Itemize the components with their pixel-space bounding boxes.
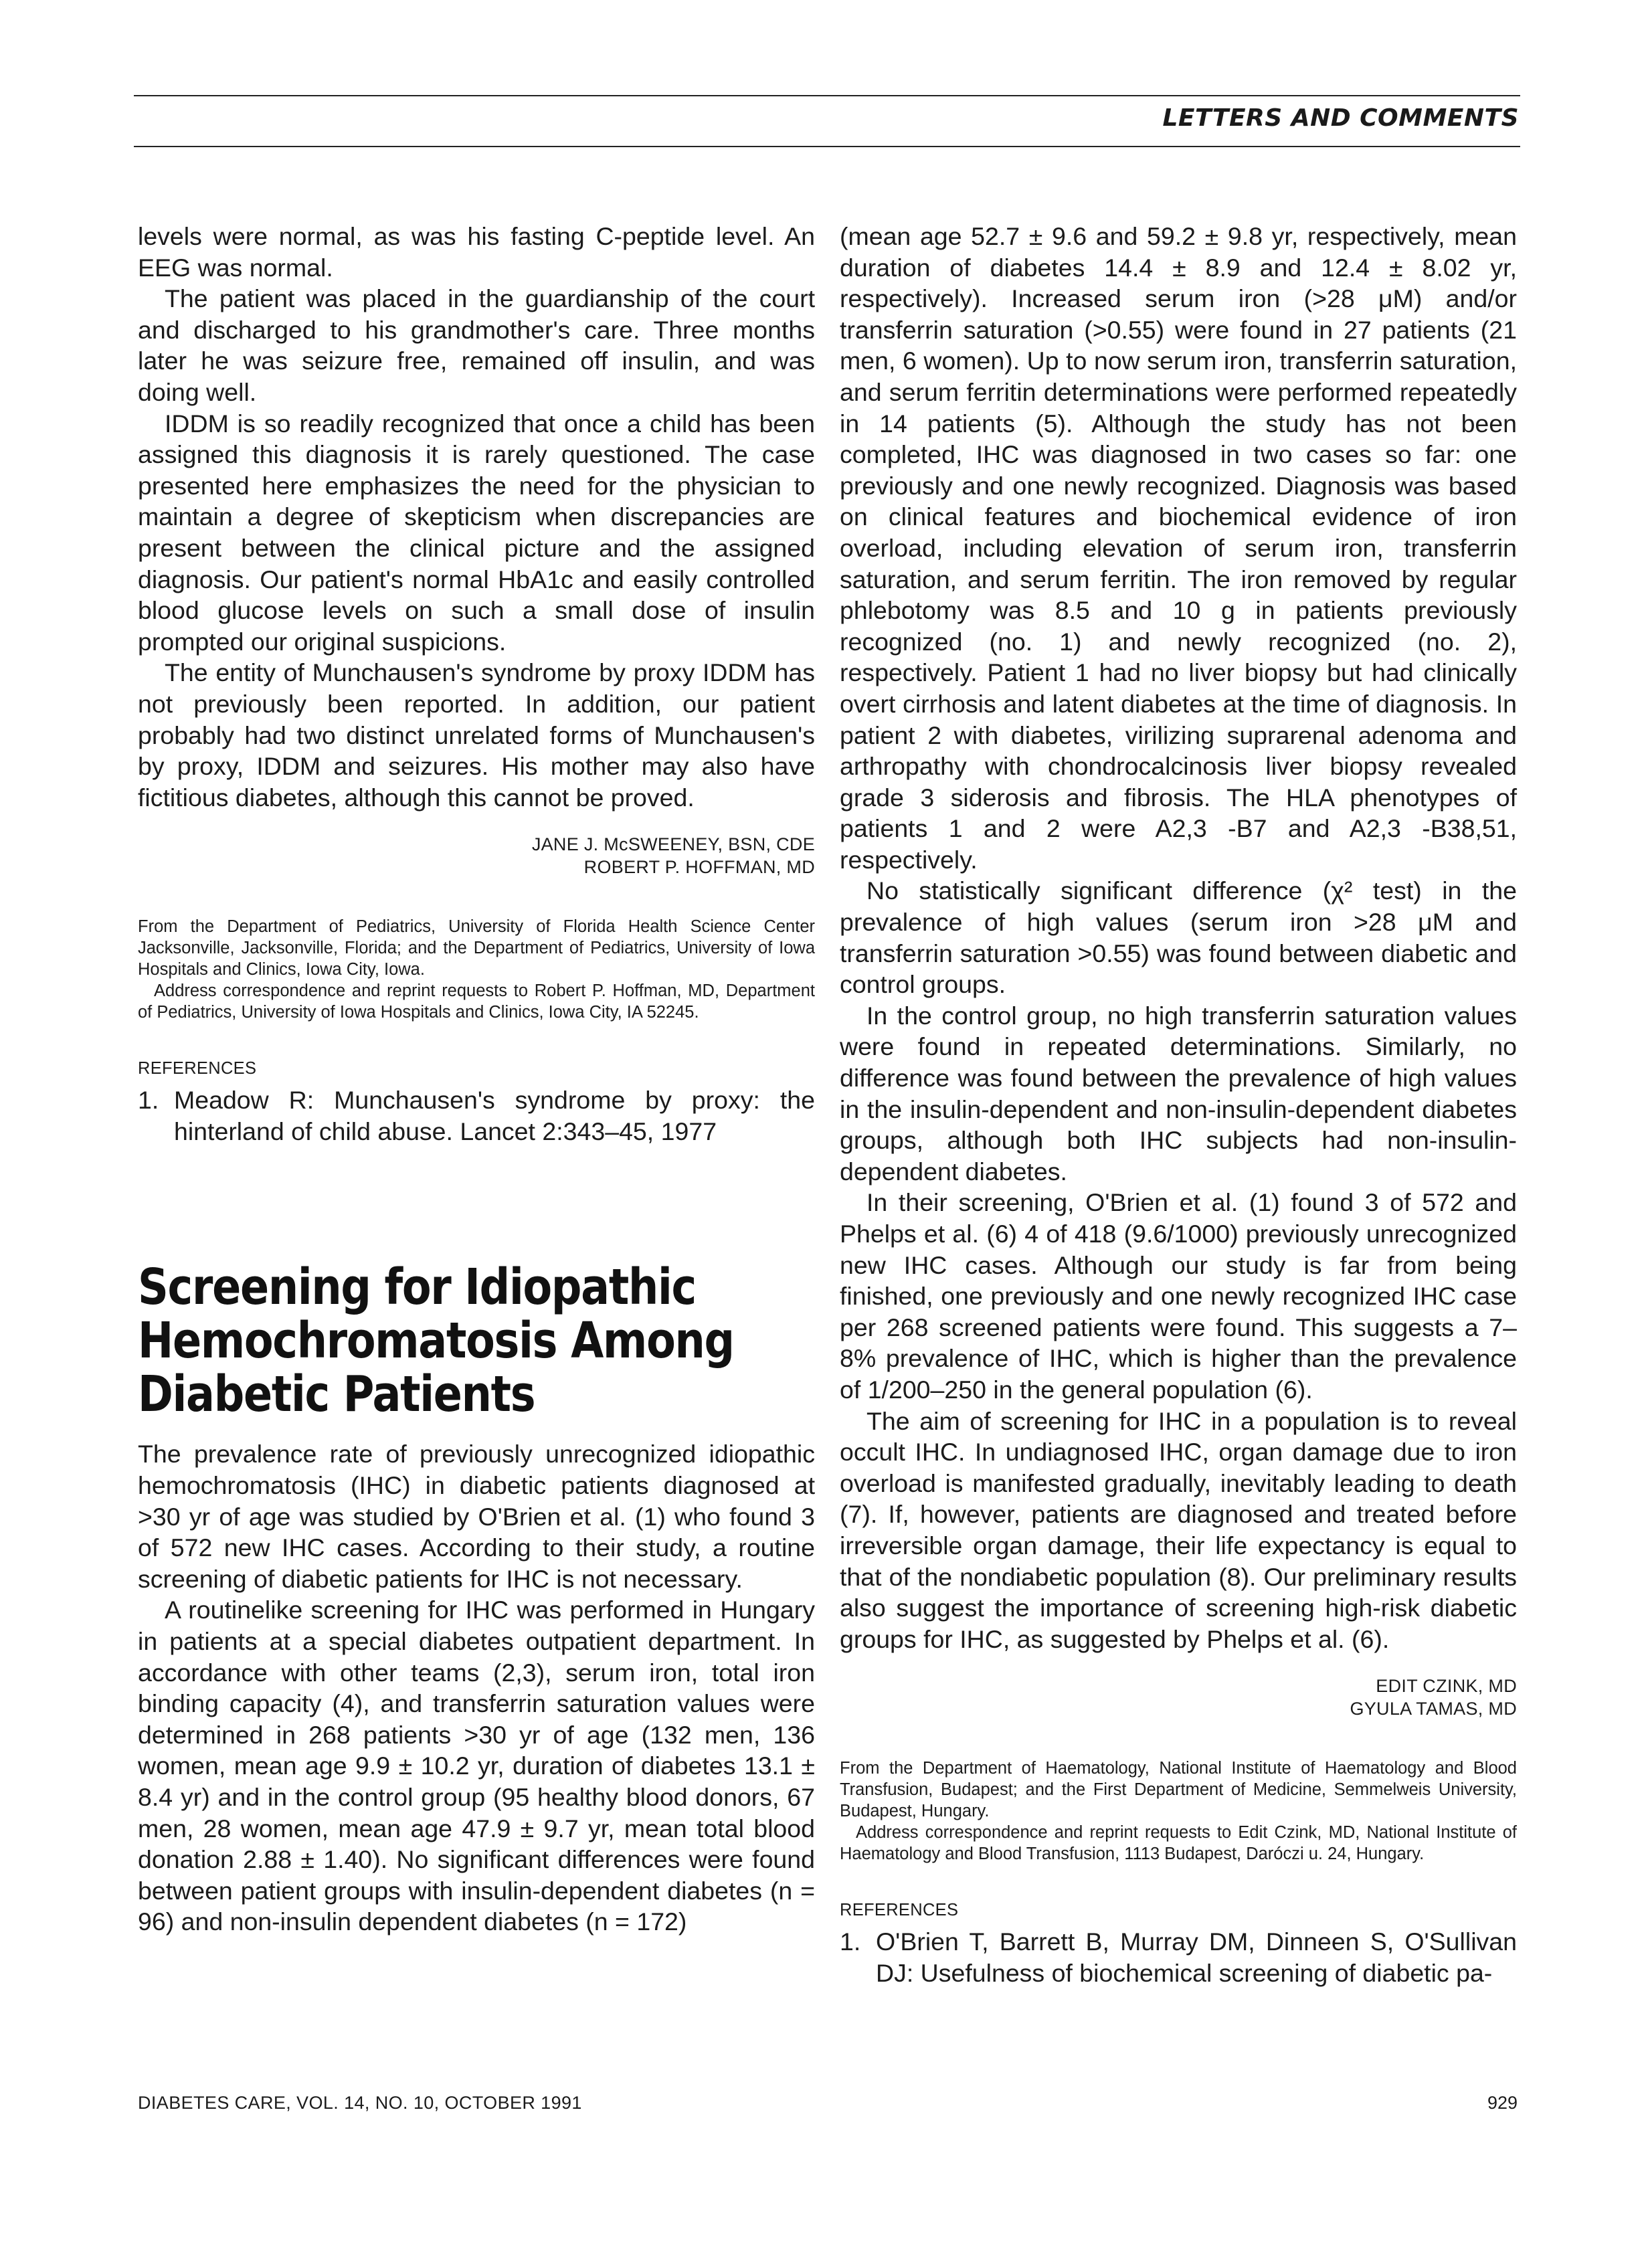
right-column [840,221,1517,1989]
paragraph: No statistically significant difference (χ² test) in the prevalence of high values (serum iron >28 μM and transferrin saturation >0.55) was found between diabetic and control groups. [840,876,1517,999]
paragraph: The prevalence rate of previously unrecognized idiopathic hemochromatosis (IHC) in diabetic patients diagnosed at >30 yr of age was studied by O'Brien et al. (1) who found 3 of 572 new IHC cases. According to their study, a routine screening of diabetic patients for IHC is not necessary. [138,1440,815,1593]
author-name: ROBERT P. HOFFMAN, MD [583,857,815,878]
header-rule-bottom [134,146,1520,147]
paragraph: In the control group, no high transferrin saturation values were found in repeated determinations. Similarly, no difference was found between the prevalence of high values in the insulin-dependent and non-insulin-dependent diabetes groups, although both IHC subjects had non-insulin-dependent diabetes. [840,1001,1517,1186]
author-signature [840,1675,1517,1720]
references-heading: REFERENCES [840,1901,959,1920]
reference-text: Meadow R: Munchausen's syndrome by proxy: the hinterland of child abuse. Lancet 2:343–45, 1977 [174,1086,815,1145]
paragraph: IDDM is so readily recognized that once a child has been assigned this diagnosis it is rarely questioned. The case presented here emphasizes the need for the physician to maintain a degree of skepticism when discrepancies are present between the clinical picture and the assigned diagnosis. Our patient's normal HbA1c and easily controlled blood glucose levels on such a small dose of insulin prompted our original suspicions. [138,409,815,656]
paragraph: levels were normal, as was his fasting C-peptide level. An EEG was normal. [138,222,815,282]
left-column [138,221,815,1938]
affiliation: From the Department of Pediatrics, University of Florida Health Science Center Jacksonville, Jacksonville, Florida; and the Department of Pediatrics, University of Iowa Hospitals and Clinics, Iowa City, Iowa. [138,917,815,979]
section-label: LETTERS AND COMMENTS [1162,104,1519,132]
paragraph: In their screening, O'Brien et al. (1) found 3 of 572 and Phelps et al. (6) 4 of 418 (9.6/1000) previously unrecognized new IHC cases. Although our study is far from being finished, one previously and one newly recognized IHC case per 268 screened patients were found. This suggests a 7–8% prevalence of IHC, which is higher than the prevalence of 1/200–250 in the general population (6). [840,1188,1517,1404]
reference-item [138,1084,815,1147]
author-name: JANE J. McSWEENEY, BSN, CDE [531,834,815,855]
paragraph: The patient was placed in the guardianship of the court and discharged to his grandmother's care. Three months later he was seizure free, remained off insulin, and was doing well. [138,284,815,406]
paragraph: The entity of Munchausen's syndrome by proxy IDDM has not previously been reported. In addition, our patient probably had two distinct unrelated forms of Munchausen's by proxy, IDDM and seizures. His mother may also have fictitious diabetes, although this cannot be proved. [138,658,815,812]
paragraph: (mean age 52.7 ± 9.6 and 59.2 ± 9.8 yr, respectively, mean duration of diabetes 14.4 ± 8.9 and 12.4 ± 8.02 yr, respectively). Increased serum iron (>28 μM) and/or transferrin saturation (>0.55) were found in 27 patients (21 men, 6 women). Up to now serum iron, transferrin saturation, and serum ferritin determinations were performed repeatedly in 14 patients (5). Although the study has not been completed, IHC was diagnosed in two cases so far: one previously and one newly recognized. Diagnosis was based on clinical features and biochemical evidence of iron overload, including elevation of serum iron, transferrin saturation, and serum ferritin. The iron removed by regular phlebotomy was 8.5 and 10 g in patients previously recognized (no. 1) and newly recognized (no. 2), respectively. Patient 1 had no liver biopsy but had clinically overt cirrhosis and latent diabetes at the time of diagnosis. In patient 2 with diabetes, virilizing suprarenal adenoma and arthropathy with chondrocalcinosis liver biopsy revealed grade 3 siderosis and fibrosis. The HLA phenotypes of patients 1 and 2 were A2,3 -B7 and A2,3 -B38,51, respectively. [840,222,1517,874]
correspondence-address: Address correspondence and reprint requests to Robert P. Hoffman, MD, Department of Pediatrics, University of Iowa Hospitals and Clinics, Iowa City, IA 52245. [138,981,815,1022]
affiliation: From the Department of Haematology, National Institute of Haematology and Blood Transfusion, Budapest; and the First Department of Medicine, Semmelweis University, Budapest, Hungary. [840,1759,1517,1821]
reference-number: 1. [138,1086,159,1115]
references-heading: REFERENCES [138,1059,257,1078]
header-rule-top [134,95,1520,96]
reference-text: O'Brien T, Barrett B, Murray DM, Dinneen S, O'Sullivan DJ: Usefulness of biochemical screening of diabetic pa- [876,1927,1517,1987]
paragraph: The aim of screening for IHC in a population is to reveal occult IHC. In undiagnosed IHC, organ damage due to iron overload is manifested gradually, inevitably leading to death (7). If, however, patients are diagnosed and treated before irreversible organ damage, their life expectancy is equal to that of the nondiabetic population (8). Our preliminary results also suggest the importance of screening high-risk diabetic groups for IHC, as suggested by Phelps et al. (6). [840,1406,1517,1653]
author-name: GYULA TAMAS, MD [1350,1699,1517,1719]
author-name: EDIT CZINK, MD [1376,1676,1517,1697]
paragraph: A routinelike screening for IHC was performed in Hungary in patients at a special diabetes outpatient department. In accordance with other teams (2,3), serum iron, total iron binding capacity (4), and transferrin saturation values were determined in 268 patients >30 yr of age (132 men, 136 women, mean age 9.9 ± 10.2 yr, duration of diabetes 13.1 ± 8.4 yr) and in the control group (95 healthy blood donors, 67 men, 28 women, mean age 47.9 ± 9.7 yr, mean total blood donation 2.88 ± 1.40). No significant differences were found between patient groups with insulin-dependent diabetes (n = 96) and non-insulin dependent diabetes (n = 172) [138,1596,815,1936]
journal-footer: DIABETES CARE, VOL. 14, NO. 10, OCTOBER 1991 [138,2093,582,2113]
correspondence-address: Address correspondence and reprint requests to Edit Czink, MD, National Institute of Haematology and Blood Transfusion, 1113 Budapest, Daróczi u. 24, Hungary. [840,1823,1517,1864]
article-headline: Screening for Idiopathic Hemochromatosis Among Diabetic Patients [138,1258,734,1424]
reference-number: 1. [840,1927,861,1956]
page-number: 929 [1487,2093,1518,2113]
author-signature [138,833,815,878]
reference-item [840,1926,1517,1988]
